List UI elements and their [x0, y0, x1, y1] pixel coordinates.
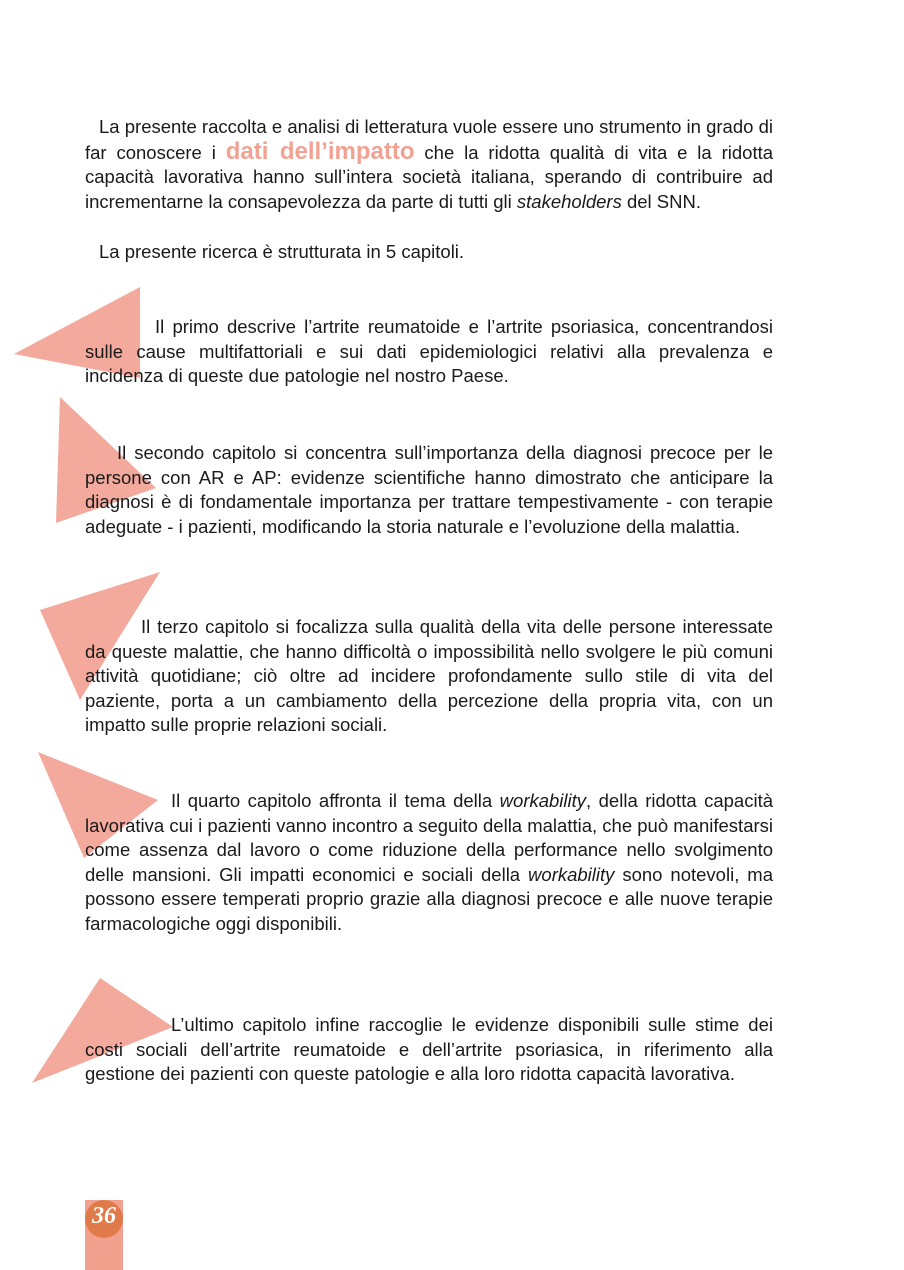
intro-paragraph: La presente raccolta e analisi di letteratura vuole essere uno strumento in grado di far conoscere i dati dell’impatto che la ridotta qualità di vita e la ridotta capacità lavorativa hanno sull’intera società italiana, sperando di contribuire ad incrementarne la consapevolezza da parte di tutti gli stakeholders del SNN.	[85, 116, 774, 212]
chapter-5-paragraph: L’ultimo capitolo infine raccoglie le evidenze disponibili sulle stime dei costi sociali dell’artrite reumatoide e dell’artrite psoriasica, in riferimento alla gestione dei pazienti con queste patologie e alla loro ridotta capacità lavorativa.	[85, 1014, 773, 1084]
structure-sentence: La presente ricerca è strutturata in 5 capitoli.	[99, 241, 465, 262]
workability-term: workability	[528, 863, 615, 885]
workability-term: workability	[499, 790, 587, 811]
page-number: 36	[92, 1203, 116, 1229]
chapter-4-paragraph: Il quarto capitolo affronta il tema della workability, della ridotta capacità lavorativa cui i pazienti vanno incontro a seguito della malattia, che può manifestarsi come assenza dal lavoro o come riduzione della performance nello svolgimento delle mansioni. Gli impatti economici e sociali della workability sono notevoli, ma possono essere temperati proprio grazie alla diagnosi precoce e alle nuove terapie farmacologiche oggi disponibili.	[85, 790, 774, 934]
chapter-1-paragraph: Il primo descrive l’artrite reumatoide e l’artrite psoriasica, concentrandosi sulle cause multifattoriali e sui dati epidemiologici relativi alla prevalenza e incidenza di queste due patologie nel nostro Paese.	[85, 316, 773, 386]
chapter-2-paragraph: Il secondo capitolo si concentra sull’importanza della diagnosi precoce per le persone con AR e AP: evidenze scientifiche hanno dimostrato che anticipare la diagnosi è di fondamentale importanza per trattare tempestivamente - con terapie adeguate - i pazienti, modificando la storia naturale e l’evoluzione della malattia.	[85, 442, 773, 537]
stakeholders-term: stakeholders	[516, 190, 622, 212]
chapter-3-paragraph: Il terzo capitolo si focalizza sulla qualità della vita delle persone interessate da queste malattie, che hanno difficoltà o impossibilità nello svolgere le più comuni attività quotidiane; ciò oltre ad incidere profondamente sullo stile di vita del paziente, porta a un cambiamento della percezione della propria vita, con un impatto sulle proprie relazioni sociali.	[85, 616, 773, 735]
highlight-text: dati dell’impatto	[225, 137, 415, 165]
